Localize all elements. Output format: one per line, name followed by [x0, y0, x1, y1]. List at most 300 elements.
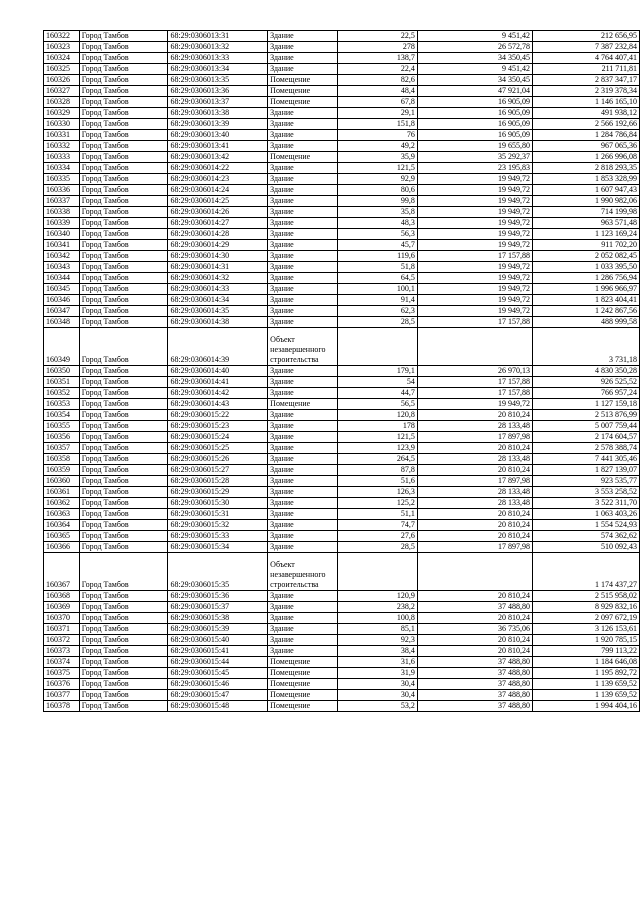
object-type-cell: Здание — [268, 185, 338, 196]
table-row — [44, 366, 640, 377]
cadastral-value-cell: 1 127 159,18 — [533, 399, 640, 410]
specific-value-cell: 19 949,72 — [417, 229, 532, 240]
cadastral-value-cell: 211 711,81 — [533, 64, 640, 75]
cadastral-value-cell: 2 566 192,66 — [533, 119, 640, 130]
specific-value-cell: 17 897,98 — [417, 476, 532, 487]
area-cell: 28,5 — [337, 317, 417, 328]
object-id-cell: 160338 — [44, 207, 80, 218]
table-row — [44, 602, 640, 613]
object-type-cell: Здание — [268, 130, 338, 141]
cadastral-number-cell: 68:29:0306015:41 — [168, 646, 268, 657]
object-id-cell: 160322 — [44, 31, 80, 42]
object-id-cell: 160332 — [44, 141, 80, 152]
cadastral-number-cell: 68:29:0306015:23 — [168, 421, 268, 432]
area-cell: 85,1 — [337, 624, 417, 635]
cadastral-number-cell: 68:29:0306014:41 — [168, 377, 268, 388]
specific-value-cell — [417, 553, 532, 591]
table-row — [44, 295, 640, 306]
specific-value-cell: 20 810,24 — [417, 465, 532, 476]
city-cell: Город Тамбов — [79, 388, 168, 399]
cadastral-number-cell: 68:29:0306014:39 — [168, 328, 268, 366]
table-row — [44, 520, 640, 531]
object-type-cell: Здание — [268, 207, 338, 218]
cadastral-value-cell: 1 242 867,56 — [533, 306, 640, 317]
cadastral-number-cell: 68:29:0306015:38 — [168, 613, 268, 624]
cadastral-value-cell: 2 818 293,35 — [533, 163, 640, 174]
city-cell: Город Тамбов — [79, 690, 168, 701]
city-cell: Город Тамбов — [79, 328, 168, 366]
table-row — [44, 542, 640, 553]
object-type-cell: Здание — [268, 108, 338, 119]
object-id-cell: 160339 — [44, 218, 80, 229]
area-cell — [337, 328, 417, 366]
cadastral-value-cell: 574 362,62 — [533, 531, 640, 542]
city-cell: Город Тамбов — [79, 421, 168, 432]
area-cell: 278 — [337, 42, 417, 53]
table-row — [44, 498, 640, 509]
object-type-cell: Здание — [268, 432, 338, 443]
specific-value-cell: 28 133,48 — [417, 454, 532, 465]
object-id-cell: 160364 — [44, 520, 80, 531]
specific-value-cell: 34 350,45 — [417, 75, 532, 86]
cadastral-number-cell: 68:29:0306015:28 — [168, 476, 268, 487]
city-cell: Город Тамбов — [79, 75, 168, 86]
area-cell: 92,9 — [337, 174, 417, 185]
object-type-cell: Помещение — [268, 97, 338, 108]
area-cell: 121,5 — [337, 163, 417, 174]
city-cell: Город Тамбов — [79, 657, 168, 668]
object-type-cell: Здание — [268, 31, 338, 42]
object-type-cell: Помещение — [268, 657, 338, 668]
specific-value-cell: 20 810,24 — [417, 410, 532, 421]
area-cell: 99,8 — [337, 196, 417, 207]
city-cell: Город Тамбов — [79, 624, 168, 635]
city-cell: Город Тамбов — [79, 306, 168, 317]
city-cell: Город Тамбов — [79, 152, 168, 163]
object-type-cell: Здание — [268, 229, 338, 240]
area-cell: 29,1 — [337, 108, 417, 119]
cadastral-value-cell: 4 830 350,28 — [533, 366, 640, 377]
specific-value-cell: 16 905,09 — [417, 130, 532, 141]
city-cell: Город Тамбов — [79, 591, 168, 602]
city-cell: Город Тамбов — [79, 42, 168, 53]
cadastral-value-cell: 2 097 672,19 — [533, 613, 640, 624]
object-id-cell: 160372 — [44, 635, 80, 646]
city-cell: Город Тамбов — [79, 410, 168, 421]
city-cell: Город Тамбов — [79, 64, 168, 75]
city-cell: Город Тамбов — [79, 377, 168, 388]
object-id-cell: 160358 — [44, 454, 80, 465]
area-cell — [337, 553, 417, 591]
cadastral-number-cell: 68:29:0306015:26 — [168, 454, 268, 465]
cadastral-number-cell: 68:29:0306015:24 — [168, 432, 268, 443]
object-type-cell: Здание — [268, 366, 338, 377]
table-row — [44, 509, 640, 520]
cadastral-number-cell: 68:29:0306015:37 — [168, 602, 268, 613]
object-type-cell: Здание — [268, 498, 338, 509]
cadastral-number-cell: 68:29:0306014:34 — [168, 295, 268, 306]
table-row — [44, 130, 640, 141]
specific-value-cell: 20 810,24 — [417, 509, 532, 520]
specific-value-cell: 16 905,09 — [417, 119, 532, 130]
area-cell: 44,7 — [337, 388, 417, 399]
area-cell: 51,8 — [337, 262, 417, 273]
cadastral-value-cell: 7 387 232,84 — [533, 42, 640, 53]
specific-value-cell: 28 133,48 — [417, 498, 532, 509]
city-cell: Город Тамбов — [79, 476, 168, 487]
object-id-cell: 160375 — [44, 668, 80, 679]
area-cell: 64,5 — [337, 273, 417, 284]
object-id-cell: 160350 — [44, 366, 80, 377]
cadastral-value-cell: 2 837 347,17 — [533, 75, 640, 86]
city-cell: Город Тамбов — [79, 229, 168, 240]
object-id-cell: 160359 — [44, 465, 80, 476]
object-type-cell: Здание — [268, 262, 338, 273]
area-cell: 125,2 — [337, 498, 417, 509]
cadastral-number-cell: 68:29:0306014:30 — [168, 251, 268, 262]
object-type-cell: Здание — [268, 542, 338, 553]
area-cell: 30,4 — [337, 679, 417, 690]
specific-value-cell: 37 488,80 — [417, 668, 532, 679]
object-type-cell: Здание — [268, 317, 338, 328]
object-type-cell: Здание — [268, 119, 338, 130]
cadastral-number-cell: 68:29:0306013:31 — [168, 31, 268, 42]
city-cell: Город Тамбов — [79, 185, 168, 196]
area-cell: 120,8 — [337, 410, 417, 421]
table-row — [44, 86, 640, 97]
object-id-cell: 160340 — [44, 229, 80, 240]
table-row — [44, 454, 640, 465]
cadastral-number-cell: 68:29:0306014:42 — [168, 388, 268, 399]
object-id-cell: 160342 — [44, 251, 80, 262]
cadastral-value-cell: 1 139 659,52 — [533, 690, 640, 701]
object-type-cell: Здание — [268, 410, 338, 421]
table-row — [44, 657, 640, 668]
cadastral-value-cell: 5 007 759,44 — [533, 421, 640, 432]
object-id-cell: 160331 — [44, 130, 80, 141]
area-cell: 30,4 — [337, 690, 417, 701]
table-row — [44, 624, 640, 635]
city-cell: Город Тамбов — [79, 218, 168, 229]
area-cell: 179,1 — [337, 366, 417, 377]
cadastral-number-cell: 68:29:0306013:39 — [168, 119, 268, 130]
cadastral-number-cell: 68:29:0306013:34 — [168, 64, 268, 75]
object-id-cell: 160330 — [44, 119, 80, 130]
object-type-cell: Здание — [268, 64, 338, 75]
city-cell: Город Тамбов — [79, 498, 168, 509]
object-id-cell: 160327 — [44, 86, 80, 97]
city-cell: Город Тамбов — [79, 432, 168, 443]
cadastral-value-cell: 3 126 153,61 — [533, 624, 640, 635]
cadastral-number-cell: 68:29:0306014:27 — [168, 218, 268, 229]
object-id-cell: 160369 — [44, 602, 80, 613]
cadastral-value-cell: 8 929 832,16 — [533, 602, 640, 613]
object-id-cell: 160324 — [44, 53, 80, 64]
object-type-cell: Здание — [268, 421, 338, 432]
city-cell: Город Тамбов — [79, 635, 168, 646]
cadastral-value-cell: 4 764 407,41 — [533, 53, 640, 64]
cadastral-number-cell: 68:29:0306014:43 — [168, 399, 268, 410]
specific-value-cell: 19 949,72 — [417, 240, 532, 251]
table-row — [44, 668, 640, 679]
object-type-cell: Здание — [268, 273, 338, 284]
object-type-cell: Здание — [268, 196, 338, 207]
cadastral-value-cell: 3 731,18 — [533, 328, 640, 366]
object-id-cell: 160343 — [44, 262, 80, 273]
area-cell: 56,5 — [337, 399, 417, 410]
city-cell: Город Тамбов — [79, 443, 168, 454]
city-cell: Город Тамбов — [79, 454, 168, 465]
table-row — [44, 531, 640, 542]
cadastral-number-cell: 68:29:0306014:24 — [168, 185, 268, 196]
table-row — [44, 185, 640, 196]
specific-value-cell: 37 488,80 — [417, 602, 532, 613]
object-id-cell: 160326 — [44, 75, 80, 86]
cadastral-value-cell: 1 990 982,06 — [533, 196, 640, 207]
specific-value-cell: 37 488,80 — [417, 701, 532, 712]
cadastral-value-cell: 1 554 524,93 — [533, 520, 640, 531]
specific-value-cell: 19 949,72 — [417, 185, 532, 196]
object-type-cell: Помещение — [268, 690, 338, 701]
specific-value-cell: 19 949,72 — [417, 284, 532, 295]
cadastral-value-cell: 1 827 139,07 — [533, 465, 640, 476]
object-type-cell: Здание — [268, 624, 338, 635]
table-row — [44, 476, 640, 487]
cadastral-number-cell: 68:29:0306014:33 — [168, 284, 268, 295]
object-id-cell: 160365 — [44, 531, 80, 542]
cadastral-value-cell: 923 535,77 — [533, 476, 640, 487]
object-type-cell: Помещение — [268, 668, 338, 679]
cadastral-number-cell: 68:29:0306014:38 — [168, 317, 268, 328]
object-id-cell: 160328 — [44, 97, 80, 108]
city-cell: Город Тамбов — [79, 119, 168, 130]
area-cell: 62,3 — [337, 306, 417, 317]
area-cell: 56,3 — [337, 229, 417, 240]
cadastral-number-cell: 68:29:0306015:25 — [168, 443, 268, 454]
table-row — [44, 42, 640, 53]
specific-value-cell: 20 810,24 — [417, 531, 532, 542]
cadastral-value-cell: 2 513 876,99 — [533, 410, 640, 421]
object-type-cell: Здание — [268, 163, 338, 174]
cadastral-value-cell: 2 052 082,45 — [533, 251, 640, 262]
area-cell: 31,9 — [337, 668, 417, 679]
object-id-cell: 160341 — [44, 240, 80, 251]
specific-value-cell: 16 905,09 — [417, 97, 532, 108]
city-cell: Город Тамбов — [79, 465, 168, 476]
city-cell: Город Тамбов — [79, 31, 168, 42]
cadastral-number-cell: 68:29:0306015:33 — [168, 531, 268, 542]
city-cell: Город Тамбов — [79, 399, 168, 410]
area-cell: 92,3 — [337, 635, 417, 646]
cadastral-number-cell: 68:29:0306015:39 — [168, 624, 268, 635]
table-row — [44, 119, 640, 130]
object-type-cell: Здание — [268, 591, 338, 602]
object-type-cell: Здание — [268, 388, 338, 399]
specific-value-cell — [417, 328, 532, 366]
cadastral-value-table — [43, 30, 640, 712]
city-cell: Город Тамбов — [79, 141, 168, 152]
specific-value-cell: 20 810,24 — [417, 591, 532, 602]
table-row — [44, 613, 640, 624]
area-cell: 49,2 — [337, 141, 417, 152]
object-id-cell: 160377 — [44, 690, 80, 701]
specific-value-cell: 19 949,72 — [417, 196, 532, 207]
table-row — [44, 328, 640, 366]
cadastral-number-cell: 68:29:0306015:45 — [168, 668, 268, 679]
table-row — [44, 701, 640, 712]
table-row — [44, 163, 640, 174]
object-type-cell: Здание — [268, 487, 338, 498]
cadastral-number-cell: 68:29:0306013:32 — [168, 42, 268, 53]
cadastral-number-cell: 68:29:0306015:27 — [168, 465, 268, 476]
cadastral-value-cell: 714 199,98 — [533, 207, 640, 218]
cadastral-value-cell: 2 515 958,02 — [533, 591, 640, 602]
cadastral-number-cell: 68:29:0306013:35 — [168, 75, 268, 86]
cadastral-number-cell: 68:29:0306015:35 — [168, 553, 268, 591]
area-cell: 45,7 — [337, 240, 417, 251]
object-id-cell: 160376 — [44, 679, 80, 690]
cadastral-value-cell: 1 996 966,97 — [533, 284, 640, 295]
cadastral-number-cell: 68:29:0306013:33 — [168, 53, 268, 64]
cadastral-number-cell: 68:29:0306014:22 — [168, 163, 268, 174]
table-row — [44, 421, 640, 432]
object-type-cell: Помещение — [268, 152, 338, 163]
table-row — [44, 465, 640, 476]
cadastral-value-cell: 1 184 646,08 — [533, 657, 640, 668]
object-id-cell: 160334 — [44, 163, 80, 174]
cadastral-number-cell: 68:29:0306015:44 — [168, 657, 268, 668]
object-id-cell: 160337 — [44, 196, 80, 207]
object-type-cell: Здание — [268, 454, 338, 465]
object-id-cell: 160346 — [44, 295, 80, 306]
table-row — [44, 218, 640, 229]
cadastral-number-cell: 68:29:0306015:46 — [168, 679, 268, 690]
object-type-cell: Здание — [268, 53, 338, 64]
table-row — [44, 273, 640, 284]
specific-value-cell: 20 810,24 — [417, 443, 532, 454]
specific-value-cell: 23 195,83 — [417, 163, 532, 174]
city-cell: Город Тамбов — [79, 553, 168, 591]
cadastral-value-cell: 2 174 604,57 — [533, 432, 640, 443]
table-body — [44, 31, 640, 712]
cadastral-number-cell: 68:29:0306015:34 — [168, 542, 268, 553]
object-id-cell: 160353 — [44, 399, 80, 410]
specific-value-cell: 9 451,42 — [417, 31, 532, 42]
table-row — [44, 53, 640, 64]
object-type-cell: Объект незавершенного строительства — [268, 328, 338, 366]
specific-value-cell: 9 451,42 — [417, 64, 532, 75]
area-cell: 22,4 — [337, 64, 417, 75]
object-type-cell: Помещение — [268, 679, 338, 690]
city-cell: Город Тамбов — [79, 668, 168, 679]
cadastral-number-cell: 68:29:0306015:32 — [168, 520, 268, 531]
area-cell: 38,4 — [337, 646, 417, 657]
cadastral-value-cell: 911 702,20 — [533, 240, 640, 251]
table-row — [44, 64, 640, 75]
table-row — [44, 443, 640, 454]
cadastral-number-cell: 68:29:0306015:31 — [168, 509, 268, 520]
table-row — [44, 399, 640, 410]
specific-value-cell: 37 488,80 — [417, 679, 532, 690]
object-id-cell: 160366 — [44, 542, 80, 553]
table-row — [44, 108, 640, 119]
city-cell: Город Тамбов — [79, 701, 168, 712]
table-row — [44, 229, 640, 240]
area-cell: 31,6 — [337, 657, 417, 668]
specific-value-cell: 17 157,88 — [417, 251, 532, 262]
table-row — [44, 591, 640, 602]
cadastral-value-cell: 926 525,52 — [533, 377, 640, 388]
object-id-cell: 160349 — [44, 328, 80, 366]
object-type-cell: Здание — [268, 218, 338, 229]
table-row — [44, 646, 640, 657]
table-row — [44, 635, 640, 646]
object-type-cell: Здание — [268, 646, 338, 657]
area-cell: 76 — [337, 130, 417, 141]
table-row — [44, 553, 640, 591]
cadastral-value-cell: 1 607 947,43 — [533, 185, 640, 196]
cadastral-number-cell: 68:29:0306014:40 — [168, 366, 268, 377]
object-type-cell: Здание — [268, 295, 338, 306]
cadastral-value-cell: 1 063 403,26 — [533, 509, 640, 520]
cadastral-number-cell: 68:29:0306015:29 — [168, 487, 268, 498]
area-cell: 126,3 — [337, 487, 417, 498]
object-type-cell: Помещение — [268, 75, 338, 86]
object-id-cell: 160323 — [44, 42, 80, 53]
city-cell: Город Тамбов — [79, 520, 168, 531]
object-type-cell: Помещение — [268, 86, 338, 97]
area-cell: 74,7 — [337, 520, 417, 531]
object-type-cell: Здание — [268, 42, 338, 53]
area-cell: 67,8 — [337, 97, 417, 108]
city-cell: Город Тамбов — [79, 613, 168, 624]
object-type-cell: Здание — [268, 251, 338, 262]
specific-value-cell: 17 157,88 — [417, 377, 532, 388]
cadastral-number-cell: 68:29:0306013:41 — [168, 141, 268, 152]
cadastral-value-cell: 2 578 388,74 — [533, 443, 640, 454]
specific-value-cell: 37 488,80 — [417, 690, 532, 701]
cadastral-number-cell: 68:29:0306015:47 — [168, 690, 268, 701]
table-row — [44, 410, 640, 421]
object-id-cell: 160344 — [44, 273, 80, 284]
city-cell: Город Тамбов — [79, 542, 168, 553]
cadastral-value-cell: 510 092,43 — [533, 542, 640, 553]
city-cell: Город Тамбов — [79, 317, 168, 328]
specific-value-cell: 28 133,48 — [417, 421, 532, 432]
specific-value-cell: 19 949,72 — [417, 306, 532, 317]
specific-value-cell: 19 949,72 — [417, 218, 532, 229]
table-row — [44, 196, 640, 207]
cadastral-value-cell: 1 994 404,16 — [533, 701, 640, 712]
cadastral-number-cell: 68:29:0306014:29 — [168, 240, 268, 251]
cadastral-value-cell: 1 123 169,24 — [533, 229, 640, 240]
specific-value-cell: 20 810,24 — [417, 635, 532, 646]
cadastral-value-cell: 1 146 165,10 — [533, 97, 640, 108]
object-type-cell: Здание — [268, 602, 338, 613]
object-id-cell: 160367 — [44, 553, 80, 591]
object-id-cell: 160333 — [44, 152, 80, 163]
area-cell: 119,6 — [337, 251, 417, 262]
specific-value-cell: 19 655,80 — [417, 141, 532, 152]
city-cell: Город Тамбов — [79, 86, 168, 97]
area-cell: 91,4 — [337, 295, 417, 306]
cadastral-value-cell: 1 823 404,41 — [533, 295, 640, 306]
city-cell: Город Тамбов — [79, 679, 168, 690]
city-cell: Город Тамбов — [79, 97, 168, 108]
specific-value-cell: 37 488,80 — [417, 657, 532, 668]
object-type-cell: Здание — [268, 141, 338, 152]
specific-value-cell: 17 157,88 — [417, 317, 532, 328]
